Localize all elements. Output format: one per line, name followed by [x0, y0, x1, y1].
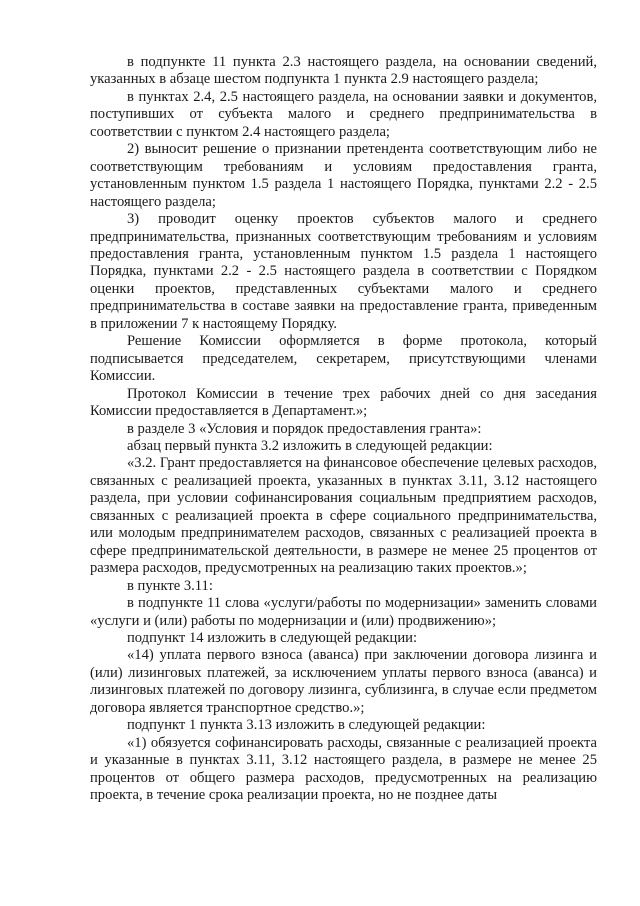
document-page: [90, 54, 597, 804]
paragraph: в разделе 3 «Условия и порядок предоставления гранта»:: [127, 420, 482, 437]
paragraph: подпункт 14 изложить в следующей редакции:: [127, 629, 418, 646]
paragraph: в пункте 3.11:: [127, 577, 213, 594]
paragraph: «14) уплата первого взноса (аванса) при заключении договора лизинга и (или) лизинговых платежей, за исключением уплаты первого взноса (аванса) и лизинговых платежей по договору лизинга, сублизинга, в случае если предметом договора является транспортное средство.»;: [90, 647, 597, 716]
paragraph: абзац первый пункта 3.2 изложить в следующей редакции:: [127, 437, 493, 454]
paragraph: в подпункте 11 пункта 2.3 настоящего раздела, на основании сведений, указанных в абзаце шестом подпункта 1 пункта 2.9 настоящего раздела;: [90, 54, 597, 88]
paragraph: Решение Комиссии оформляется в форме протокола, который подписывается председателем, секретарем, присутствующими членами Комиссии.: [90, 333, 597, 385]
paragraph: «1) обязуется софинансировать расходы, связанные с реализацией проекта и указанные в пунктах 3.11, 3.12 настоящего раздела, в размере не менее 25 процентов от общего размера расходов, предусмотренных на реализацию проекта, в течение срока реализации проекта, но не позднее даты: [90, 734, 597, 804]
paragraph: подпункт 1 пункта 3.13 изложить в следующей редакции:: [127, 717, 486, 734]
paragraph: «3.2. Грант предоставляется на финансовое обеспечение целевых расходов, связанных с реализацией проекта, указанных в пунктах 3.11, 3.12 настоящего раздела, при условии софинансирования социальным предприятием расходов, связанных с реализацией проекта в сфере социального предпринимательства, или молодым предпринимателем расходов, связанных с реализацией проекта в сфере предпринимательской деятельности, в размере не менее 25 процентов от размера расходов, предусмотренных на реализацию таких проектов.»;: [90, 455, 597, 577]
paragraph: 3) проводит оценку проектов субъектов малого и среднего предпринимательства, признанных соответствующим требованиям и условиям предоставления гранта, установленным пунктом 1.5 раздела 1 настоящего Порядка, пунктами 2.2 - 2.5 настоящего раздела в соответствии с Порядком оценки проектов, представленных субъектами малого и среднего предпринимательства в составе заявки на предоставление гранта, приведенным в приложении 7 к настоящему Порядку.: [90, 211, 597, 332]
paragraph: в подпункте 11 слова «услуги/работы по модернизации» заменить словами «услуги и (или) работы по модернизации и (или) продвижению»;: [90, 595, 597, 629]
paragraph: Протокол Комиссии в течение трех рабочих дней со дня заседания Комиссии предоставляется в Департамент.»;: [90, 385, 597, 420]
paragraph: 2) выносит решение о признании претендента соответствующим либо не соответствующим требованиям и условиям предоставления гранта, установленным пунктом 1.5 раздела 1 настоящего Порядка, пунктами 2.2 - 2.5 настоящего раздела;: [90, 141, 597, 210]
paragraph: в пунктах 2.4, 2.5 настоящего раздела, на основании заявки и документов, поступивших от субъекта малого и среднего предпринимательства в соответствии с пунктом 2.4 настоящего раздела;: [90, 88, 597, 140]
